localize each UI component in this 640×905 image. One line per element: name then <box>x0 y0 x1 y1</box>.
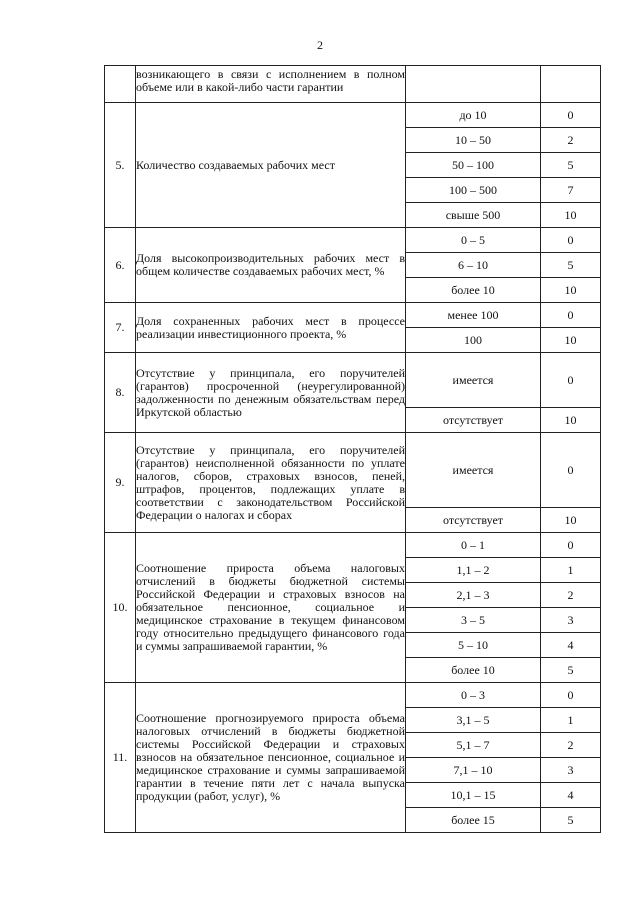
option-score: 0 <box>541 103 601 128</box>
score-cell <box>541 66 601 103</box>
option-score: 5 <box>541 658 601 683</box>
continuation-text: возникающего в связи с исполнением в полном объеме или в какой-либо части гарантии <box>136 67 405 94</box>
option-score: 0 <box>541 303 601 328</box>
range-cell <box>406 66 541 103</box>
criterion-number-cell <box>105 66 136 103</box>
criterion-description-cell <box>136 103 406 228</box>
option-score: 10 <box>541 408 601 433</box>
option-score: 3 <box>541 608 601 633</box>
criterion-description: Отсутствие у принципала, его поручителей (гарантов) просроченной (неурегулированной) задолженности по денежным обязательствам перед Иркутской областью <box>136 365 405 419</box>
table-row <box>105 353 601 408</box>
option-range: 6 – 10 <box>406 253 541 278</box>
criterion-description: Доля сохраненных рабочих мест в процессе реализации инвестиционного проекта, % <box>136 313 405 341</box>
table-row <box>105 228 601 253</box>
option-score: 0 <box>541 353 601 408</box>
option-score: 0 <box>541 533 601 558</box>
option-score: 2 <box>541 583 601 608</box>
option-range: 3,1 – 5 <box>406 708 541 733</box>
option-range: 5,1 – 7 <box>406 733 541 758</box>
option-range: имеется <box>406 433 541 508</box>
criterion-description-cell <box>136 303 406 353</box>
criterion-number: 9. <box>105 433 136 533</box>
option-range: более 15 <box>406 808 541 833</box>
criterion-number: 7. <box>105 303 136 353</box>
option-score: 10 <box>541 278 601 303</box>
option-range: до 10 <box>406 103 541 128</box>
table-row <box>105 303 601 328</box>
option-range: 10 – 50 <box>406 128 541 153</box>
table-row <box>105 433 601 508</box>
criterion-description: Соотношение прогнозируемого прироста объема налоговых отчислений в бюджеты бюджетной системы Российской Федерации и страховых взносов на обязательное пенсионное, социальное и медицинское страхование и суммы запрашиваемой гарантии в течение пяти лет с начала выпуска продукции (работ, услуг), % <box>136 711 405 803</box>
page-number: 2 <box>317 38 323 52</box>
criterion-description: Отсутствие у принципала, его поручителей (гарантов) неисполненной обязанности по уплате налогов, сборов, страховых взносов, пеней, штрафов, процентов, подлежащих уплате в соответствии с законодательством Российской Федерации о налогах и сборах <box>136 442 405 522</box>
option-range: 100 <box>406 328 541 353</box>
criterion-number: 6. <box>105 228 136 303</box>
option-range: имеется <box>406 353 541 408</box>
option-score: 4 <box>541 783 601 808</box>
option-score: 4 <box>541 633 601 658</box>
criteria-table <box>104 65 601 833</box>
criterion-description-cell <box>136 433 406 533</box>
option-score: 3 <box>541 758 601 783</box>
criterion-number: 11. <box>105 683 136 833</box>
option-range: отсутствует <box>406 508 541 533</box>
option-score: 1 <box>541 708 601 733</box>
option-score: 5 <box>541 153 601 178</box>
criterion-description: Доля высокопроизводительных рабочих мест в общем количестве создаваемых рабочих мест, % <box>136 251 405 278</box>
criterion-description: Количество создаваемых рабочих мест <box>136 157 335 172</box>
option-score: 0 <box>541 683 601 708</box>
criterion-description-cell <box>136 66 406 103</box>
option-score: 7 <box>541 178 601 203</box>
option-score: 2 <box>541 128 601 153</box>
table-row <box>105 533 601 558</box>
criterion-description-cell <box>136 353 406 433</box>
option-range: 10,1 – 15 <box>406 783 541 808</box>
option-score: 10 <box>541 203 601 228</box>
table-row <box>105 683 601 708</box>
option-score: 2 <box>541 733 601 758</box>
criterion-description: Соотношение прироста объема налоговых отчислений в бюджеты бюджетной системы Российской Федерации и страховых взносов на обязательное пенсионное, социальное и медицинское страхование в текущем финансовом году относительно предыдущего финансового года и суммы запрашиваемой гарантии, % <box>136 561 405 653</box>
option-range: 5 – 10 <box>406 633 541 658</box>
option-range: более 10 <box>406 658 541 683</box>
criterion-number: 8. <box>105 353 136 433</box>
criteria-table-body <box>105 66 601 833</box>
criterion-number: 10. <box>105 533 136 683</box>
option-range: более 10 <box>406 278 541 303</box>
option-range: 2,1 – 3 <box>406 583 541 608</box>
criterion-number: 5. <box>105 103 136 228</box>
option-score: 5 <box>541 253 601 278</box>
option-range: свыше 500 <box>406 203 541 228</box>
table-row-continuation <box>105 66 601 103</box>
option-range: 0 – 3 <box>406 683 541 708</box>
option-score: 10 <box>541 508 601 533</box>
option-score: 10 <box>541 328 601 353</box>
option-range: 0 – 5 <box>406 228 541 253</box>
criterion-description-cell <box>136 228 406 303</box>
option-score: 0 <box>541 433 601 508</box>
table-row <box>105 103 601 128</box>
criterion-description-cell <box>136 533 406 683</box>
option-score: 1 <box>541 558 601 583</box>
option-range: 1,1 – 2 <box>406 558 541 583</box>
option-range: 0 – 1 <box>406 533 541 558</box>
option-range: отсутствует <box>406 408 541 433</box>
option-range: 7,1 – 10 <box>406 758 541 783</box>
option-range: 3 – 5 <box>406 608 541 633</box>
option-range: 50 – 100 <box>406 153 541 178</box>
option-score: 0 <box>541 228 601 253</box>
criterion-description-cell <box>136 683 406 833</box>
option-range: 100 – 500 <box>406 178 541 203</box>
option-range: менее 100 <box>406 303 541 328</box>
option-score: 5 <box>541 808 601 833</box>
